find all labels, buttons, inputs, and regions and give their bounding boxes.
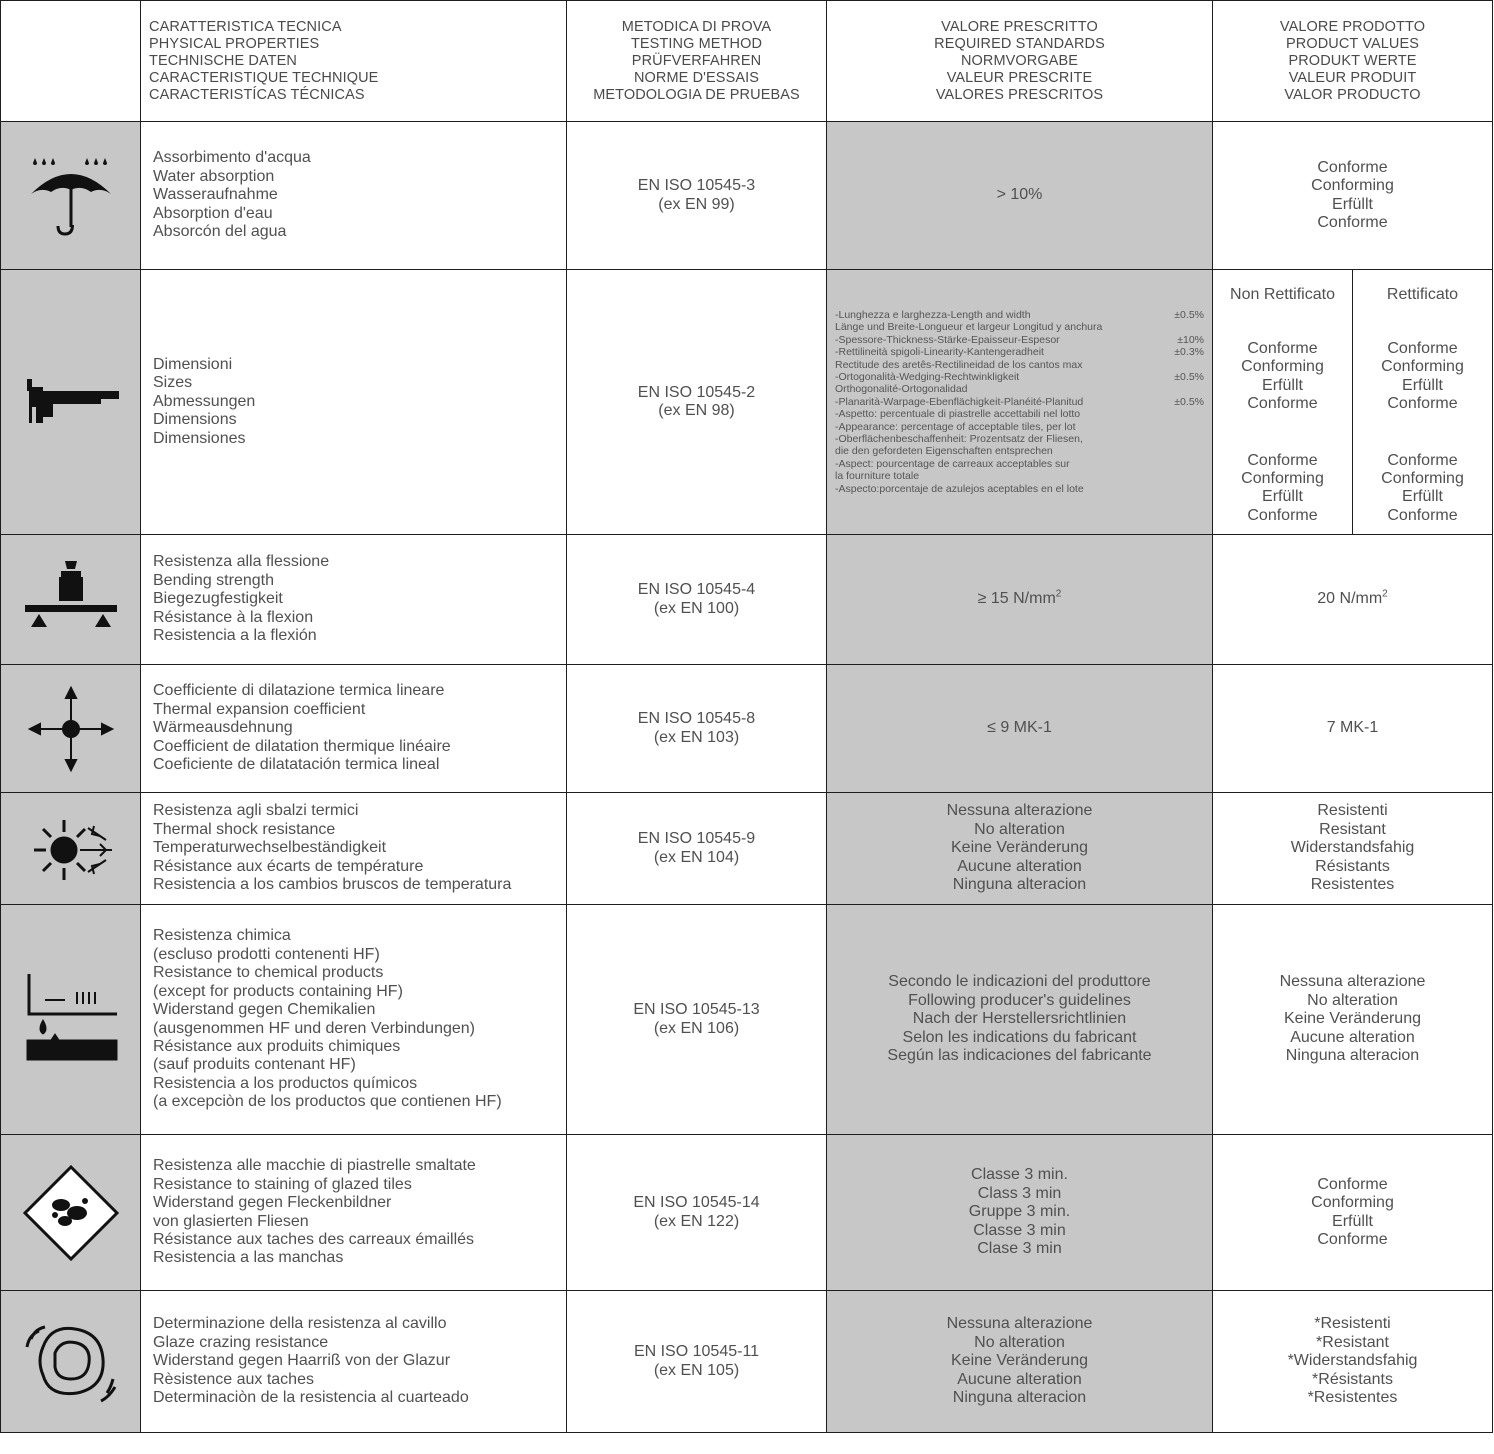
text-line: Erfüllt <box>1262 488 1303 506</box>
text-line: Abmessungen <box>153 392 256 410</box>
text-line: (ex EN 122) <box>653 1212 740 1230</box>
dimension-requirement-line <box>835 371 1204 383</box>
method-thermal-expansion <box>567 665 827 793</box>
text-line: Résistance aux écarts de température <box>153 857 424 875</box>
dimension-requirement-line <box>835 321 1204 333</box>
requirement-text: la fourniture totale <box>835 470 920 483</box>
method-sizes <box>567 270 827 535</box>
product-bending-value: 20 N/mm <box>1317 590 1383 608</box>
text-line: Resistencia a los cambios bruscos de temperatura <box>153 876 512 894</box>
dimension-requirement-line <box>835 458 1204 470</box>
text-line: PRODUCT VALUES <box>1285 35 1419 52</box>
dimension-requirement-line <box>835 346 1204 358</box>
text-line: Temperaturwechselbeständigkeit <box>153 839 387 857</box>
dimension-tolerances-list <box>827 309 1212 495</box>
dimension-requirement-line <box>835 383 1204 395</box>
text-line: NORMVORGABE <box>960 52 1079 69</box>
product-not-rectified <box>1213 270 1352 534</box>
product-glaze-crazing <box>1213 1291 1493 1433</box>
text-line: Class 3 min <box>977 1184 1062 1202</box>
caliper-icon <box>1 270 141 535</box>
product-bending-strength <box>1213 535 1493 665</box>
not-rectified-heading: Non Rettificato <box>1230 286 1335 303</box>
tolerance-value: ±10% <box>1177 333 1204 346</box>
text-line: *Résistants <box>1312 1370 1393 1388</box>
text-line: Clase 3 min <box>977 1240 1062 1258</box>
text-line: CARACTERISTIQUE TECHNIQUE <box>149 69 379 86</box>
tolerance-value <box>1198 433 1204 445</box>
text-line: Conforming <box>1241 470 1324 488</box>
requirement-text: -Lunghezza e larghezza-Length and width <box>835 308 1031 321</box>
text-line: TESTING METHOD <box>630 35 763 52</box>
text-line: Absorcón del agua <box>153 223 287 241</box>
text-line: Conforme <box>1247 506 1318 524</box>
tolerance-value: ±0.3% <box>1174 346 1204 359</box>
text-line: EN ISO 10545-9 <box>637 830 756 848</box>
requirement-text: Länge und Breite-Longueur et largeur Longitud y anchura <box>835 321 1103 334</box>
dimension-requirement-line <box>835 433 1204 445</box>
text-line: Conforme <box>1387 506 1458 524</box>
chemical-drip-icon <box>1 905 141 1135</box>
text-line: VALORE PRESCRITTO <box>941 18 1098 35</box>
row-thermal-expansion <box>1 665 1493 793</box>
tolerance-value <box>1198 359 1204 371</box>
text-line: Sizes <box>153 374 193 392</box>
property-thermal-expansion <box>141 665 567 793</box>
product-bending-unit-exponent: 2 <box>1382 588 1388 600</box>
property-stain-resistance <box>141 1135 567 1291</box>
header-product <box>1213 1 1493 122</box>
method-bending-strength <box>567 535 827 665</box>
text-line: Conforming <box>1311 177 1394 195</box>
text-line: Conforme <box>1247 451 1318 469</box>
tolerance-value <box>1198 470 1204 482</box>
text-line: EN ISO 10545-8 <box>637 710 756 728</box>
method-glaze-crazing <box>567 1291 827 1433</box>
text-line: Gruppe 3 min. <box>968 1203 1071 1221</box>
requirement-text: -Ortogonalità-Wedging-Rechtwinkligkeit <box>835 370 1020 383</box>
requirement-text: die den gefordeten Eigenschaften entsprechen <box>835 445 1053 458</box>
crazing-icon <box>1 1291 141 1433</box>
text-line: Conforme <box>1317 1175 1388 1193</box>
text-line: (ex EN 100) <box>653 599 740 617</box>
requirement-text: -Rettilineità spigoli-Linearity-Kantengeradheit <box>835 346 1044 359</box>
tolerance-value: ±0.5% <box>1174 395 1204 408</box>
dimension-requirement-line <box>835 396 1204 408</box>
weight-on-beam-icon <box>1 535 141 665</box>
row-bending-strength <box>1 535 1493 665</box>
required-glaze-crazing <box>827 1291 1213 1433</box>
text-line: EN ISO 10545-13 <box>633 1001 760 1019</box>
text-line: REQUIRED STANDARDS <box>934 35 1105 52</box>
text-line: Résistance aux taches des carreaux émaillés <box>153 1230 475 1248</box>
text-line: Classe 3 min. <box>971 1166 1068 1184</box>
required-sizes <box>827 270 1213 535</box>
dimension-requirement-line <box>835 445 1204 457</box>
text-line: VALEUR PRODUIT <box>1288 69 1417 86</box>
tolerance-value <box>1198 321 1204 333</box>
text-line: von glasierten Fliesen <box>153 1212 309 1230</box>
text-line: Conforme <box>1387 340 1458 357</box>
text-line: (escluso prodotti contenenti HF) <box>153 945 380 963</box>
text-line: CARATTERISTICA TECNICA <box>149 18 342 35</box>
text-line: EN ISO 10545-11 <box>633 1343 760 1361</box>
text-line: Biegezugfestigkeit <box>153 590 283 608</box>
tolerance-value <box>1198 408 1204 420</box>
text-line: Resistenza agli sbalzi termici <box>153 802 359 820</box>
text-line: Conforming <box>1381 470 1464 488</box>
text-line: Coefficient de dilatation thermique linéaire <box>153 737 451 755</box>
text-line: Según las indicaciones del fabricante <box>887 1047 1152 1065</box>
text-line: Conforme <box>1317 213 1388 231</box>
row-chemical-resistance <box>1 905 1493 1135</box>
text-line: Ninguna alteracion <box>952 876 1087 894</box>
text-line: Erfüllt <box>1332 1212 1373 1230</box>
dimension-requirement-line <box>835 309 1204 321</box>
product-thermal-shock <box>1213 793 1493 905</box>
text-line: Resistencia a las manchas <box>153 1249 344 1267</box>
expansion-arrows-icon <box>1 665 141 793</box>
text-line: Determinaciòn de la resistencia al cuarteado <box>153 1389 469 1407</box>
text-line: Widerstandsfahig <box>1290 839 1415 857</box>
text-line: Thermal expansion coefficient <box>153 700 366 718</box>
text-line: PRÜFVERFAHREN <box>631 52 762 69</box>
tolerance-value: ±0.5% <box>1174 308 1204 321</box>
method-thermal-shock <box>567 793 827 905</box>
text-line: *Resistentes <box>1307 1389 1398 1407</box>
text-line: Conforming <box>1241 358 1324 376</box>
product-thermal-expansion <box>1213 665 1493 793</box>
row-water-absorption <box>1 122 1493 270</box>
text-line: (sauf produits contenant HF) <box>153 1056 356 1074</box>
text-line: Conforme <box>1387 395 1458 413</box>
required-water-absorption <box>827 122 1213 270</box>
property-water-absorption <box>141 122 567 270</box>
text-line: Keine Veränderung <box>951 1352 1088 1370</box>
requirement-text: -Aspecto:porcentaje de azulejos aceptables en el lote <box>835 482 1084 495</box>
text-line: Keine Veränderung <box>951 839 1088 857</box>
text-line: Coefficiente di dilatazione termica lineare <box>153 682 445 700</box>
text-line: Dimensiones <box>153 429 246 447</box>
rectified-dimensions-result <box>1353 340 1492 414</box>
text-line: Resistentes <box>1310 876 1395 894</box>
text-line: Aucune alteration <box>957 857 1082 875</box>
text-line: No alteration <box>974 1333 1065 1351</box>
required-thermal-expansion <box>827 665 1213 793</box>
text-line: Conforme <box>1317 1230 1388 1248</box>
text-line: EN ISO 10545-4 <box>637 581 756 599</box>
header-property <box>141 1 567 122</box>
text-line: (ex EN 103) <box>653 728 740 746</box>
required-bending-value: ≥ 15 N/mm <box>977 590 1056 608</box>
requirement-text: -Appearance: percentage of acceptable tiles, per lot <box>835 420 1076 433</box>
text-line: Erfüllt <box>1402 488 1443 506</box>
text-line: Resistance to chemical products <box>153 964 384 982</box>
dimension-requirement-line <box>835 334 1204 346</box>
umbrella-rain-icon <box>1 122 141 270</box>
required-bending-unit-exponent: 2 <box>1055 588 1062 600</box>
dimension-requirement-line <box>835 421 1204 433</box>
text-line: Resistencia a los productos químicos <box>153 1074 418 1092</box>
text-line: Ninguna alteracion <box>952 1389 1087 1407</box>
text-line: (ex EN 106) <box>653 1019 740 1037</box>
text-line: (except for products containing HF) <box>153 982 403 1000</box>
text-line: Conforming <box>1381 358 1464 376</box>
text-line: Determinazione della resistenza al cavillo <box>153 1315 447 1333</box>
text-line: Dimensioni <box>153 355 233 373</box>
text-line: Coeficiente de dilatatación termica lineal <box>153 756 440 774</box>
text-line: (a excepciòn de los productos que contienen HF) <box>153 1093 502 1111</box>
text-line: Dimensions <box>153 411 237 429</box>
product-chemical-resistance <box>1213 905 1493 1135</box>
text-line: PHYSICAL PROPERTIES <box>149 35 320 52</box>
text-line: Résistants <box>1315 857 1390 875</box>
text-line: Thermal shock resistance <box>153 820 336 838</box>
row-stain-resistance <box>1 1135 1493 1291</box>
text-line: 7 MK-1 <box>1326 719 1379 737</box>
requirement-text: -Aspect: pourcentage de carreaux acceptables sur <box>835 457 1070 470</box>
requirement-text: -Planarità-Warpage-Ebenflächigkeit-Planéité-Planitud <box>835 395 1084 408</box>
text-line: Widerstand gegen Haarriß von der Glazur <box>153 1352 451 1370</box>
text-line: Nach der Herstellersrichtlinien <box>912 1010 1127 1028</box>
text-line: Résistance à la flexion <box>153 608 314 626</box>
text-line: Widerstand gegen Fleckenbildner <box>153 1194 392 1212</box>
text-line: Résistance aux produits chimiques <box>153 1037 401 1055</box>
tolerance-value <box>1198 483 1204 495</box>
required-stain-resistance <box>827 1135 1213 1291</box>
text-line: Rèsistence aux taches <box>153 1370 314 1388</box>
text-line: Secondo le indicazioni del produttore <box>888 973 1151 991</box>
text-line: Water absorption <box>153 167 275 185</box>
stain-diamond-icon <box>1 1135 141 1291</box>
required-bending-strength <box>827 535 1213 665</box>
property-chemical-resistance <box>141 905 567 1135</box>
text-line: Erfüllt <box>1402 376 1443 394</box>
text-line: VALOR PRODUCTO <box>1284 86 1421 103</box>
text-line: (ex EN 105) <box>653 1361 740 1379</box>
tolerance-value <box>1198 458 1204 470</box>
text-line: TECHNISCHE DATEN <box>149 52 297 69</box>
text-line: Assorbimento d'acqua <box>153 149 311 167</box>
requirement-text: -Aspetto: percentuale di piastrelle accettabili nel lotto <box>835 408 1081 421</box>
tolerance-value: ±0.5% <box>1174 370 1204 383</box>
text-line: Nessuna alterazione <box>946 1315 1093 1333</box>
requirement-text: Orthogonalité-Ortogonalidad <box>835 383 968 396</box>
text-line: Nessuna alterazione <box>946 802 1093 820</box>
text-line: EN ISO 10545-3 <box>637 177 756 195</box>
sun-snowflake-icon <box>1 793 141 905</box>
row-thermal-shock <box>1 793 1493 905</box>
property-glaze-crazing <box>141 1291 567 1433</box>
dimension-requirement-line <box>835 359 1204 371</box>
product-rectified <box>1352 270 1492 534</box>
row-sizes <box>1 270 1493 535</box>
text-line: Keine Veränderung <box>1284 1010 1421 1028</box>
text-line: Conforme <box>1387 451 1458 469</box>
text-line: (ausgenommen HF und deren Verbindungen) <box>153 1019 475 1037</box>
text-line: CARACTERISTÍCAS TÉCNICAS <box>149 86 365 103</box>
not-rectified-aspect-result <box>1213 452 1352 526</box>
text-line: METODOLOGIA DE PRUEBAS <box>593 86 800 103</box>
text-line: Resistance to staining of glazed tiles <box>153 1175 412 1193</box>
header-required <box>827 1 1213 122</box>
text-line: VALEUR PRESCRITE <box>946 69 1093 86</box>
text-line: Following producer's guidelines <box>908 991 1131 1009</box>
text-line: ≤ 9 MK-1 <box>987 719 1052 737</box>
header-method <box>567 1 827 122</box>
text-line: Aucune alteration <box>957 1370 1082 1388</box>
text-line: Conforme <box>1247 340 1318 357</box>
rectified-aspect-result <box>1353 452 1492 526</box>
product-water-absorption <box>1213 122 1493 270</box>
text-line: Conforme <box>1317 158 1388 176</box>
text-line: Erfüllt <box>1332 195 1373 213</box>
tolerance-value <box>1198 421 1204 433</box>
text-line: Ninguna alteracion <box>1285 1047 1420 1065</box>
text-line: Resistenza chimica <box>153 927 291 945</box>
text-line: VALORE PRODOTTO <box>1279 18 1426 35</box>
method-stain-resistance <box>567 1135 827 1291</box>
text-line: (ex EN 99) <box>658 195 735 213</box>
text-line: *Resistenti <box>1314 1315 1391 1333</box>
text-line: *Widerstandsfahig <box>1287 1352 1418 1370</box>
text-line: Resistenza alle macchie di piastrelle smaltate <box>153 1157 476 1175</box>
method-chemical-resistance <box>567 905 827 1135</box>
text-line: NORME D'ESSAIS <box>633 69 760 86</box>
property-thermal-shock <box>141 793 567 905</box>
text-line: No alteration <box>1307 991 1398 1009</box>
text-line: Glaze crazing resistance <box>153 1333 329 1351</box>
header-row <box>1 1 1493 122</box>
required-thermal-shock <box>827 793 1213 905</box>
text-line: > 10% <box>996 186 1043 204</box>
text-line: EN ISO 10545-2 <box>637 383 756 401</box>
property-sizes <box>141 270 567 535</box>
required-chemical-resistance <box>827 905 1213 1135</box>
dimension-requirement-line <box>835 408 1204 420</box>
text-line: Resistencia a la flexión <box>153 627 317 645</box>
text-line: Absorption d'eau <box>153 204 273 222</box>
text-line: Resistenti <box>1317 802 1388 820</box>
text-line: Aucune alteration <box>1290 1028 1415 1046</box>
text-line: *Resistant <box>1316 1333 1389 1351</box>
text-line: Selon les indications du fabricant <box>902 1028 1137 1046</box>
text-line: Nessuna alterazione <box>1279 973 1426 991</box>
text-line: Conforming <box>1311 1194 1394 1212</box>
text-line: Bending strength <box>153 571 274 589</box>
text-line: Classe 3 min <box>973 1221 1066 1239</box>
product-sizes <box>1213 270 1493 535</box>
rectified-heading: Rettificato <box>1386 286 1459 303</box>
property-bending-strength <box>141 535 567 665</box>
dimension-requirement-line <box>835 470 1204 482</box>
tolerance-value <box>1198 383 1204 395</box>
text-line: VALORES PRESCRITOS <box>935 86 1104 103</box>
text-line: Widerstand gegen Chemikalien <box>153 1001 376 1019</box>
text-line: METODICA DI PROVA <box>621 18 772 35</box>
text-line: (ex EN 104) <box>653 848 740 866</box>
text-line: Conforme <box>1247 395 1318 413</box>
product-stain-resistance <box>1213 1135 1493 1291</box>
dimension-requirement-line <box>835 483 1204 495</box>
text-line: (ex EN 98) <box>658 402 735 419</box>
text-line: No alteration <box>974 820 1065 838</box>
header-icon-cell <box>1 1 141 122</box>
method-water-absorption <box>567 122 827 270</box>
text-line: PRODUKT WERTE <box>1288 52 1417 69</box>
text-line: Resistenza alla flessione <box>153 553 330 571</box>
requirement-text: -Spessore-Thickness-Stärke-Epaisseur-Espesor <box>835 333 1060 346</box>
requirement-text: Rectitude des aretês-Rectilineidad de los cantos max <box>835 358 1083 371</box>
text-line: Wärmeausdehnung <box>153 719 293 737</box>
text-line: EN ISO 10545-14 <box>633 1194 760 1212</box>
not-rectified-dimensions-result <box>1213 340 1352 414</box>
text-line: Resistant <box>1319 820 1386 838</box>
requirement-text: -Oberflächenbeschaffenheit: Prozentsatz der Fliesen, <box>835 433 1083 446</box>
text-line: Wasseraufnahme <box>153 186 278 204</box>
row-glaze-crazing <box>1 1291 1493 1433</box>
text-line: Erfüllt <box>1262 376 1303 394</box>
tolerance-value <box>1198 445 1204 457</box>
